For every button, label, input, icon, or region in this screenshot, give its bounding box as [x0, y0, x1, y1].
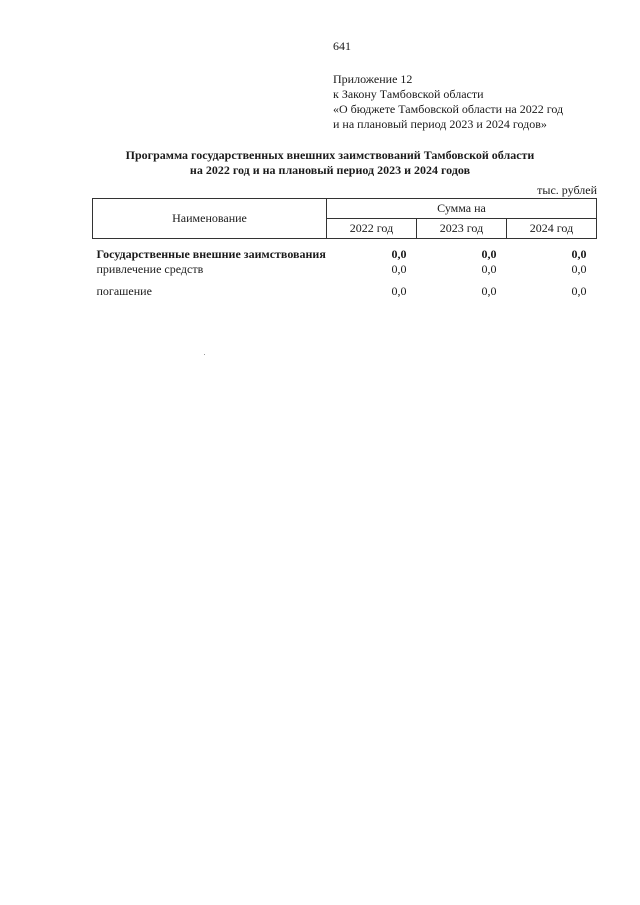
row-value: 0,0 — [481, 284, 497, 298]
row-name: погашение — [96, 284, 152, 298]
table-row — [93, 284, 597, 306]
table-row — [93, 239, 597, 263]
appendix-line: и на плановый период 2023 и 2024 годов» — [333, 117, 547, 131]
borrowing-table — [92, 198, 597, 306]
row-name: Государственные внешние заимствования — [96, 247, 326, 261]
header-year: 2024 год — [507, 219, 597, 239]
appendix-line: «О бюджете Тамбовской области на 2022 год — [333, 102, 564, 116]
appendix-reference — [333, 72, 563, 132]
header-sum: Сумма на — [327, 199, 597, 219]
header-year: 2022 год — [327, 219, 417, 239]
header-name: Наименование — [93, 199, 327, 239]
units-label: тыс. рублей — [537, 183, 597, 197]
row-value: 0,0 — [391, 284, 407, 298]
page-number: 641 — [333, 39, 351, 53]
row-value: 0,0 — [391, 247, 407, 261]
row-value: 0,0 — [481, 262, 497, 276]
row-value: 0,0 — [391, 262, 407, 276]
appendix-line: к Закону Тамбовской области — [333, 87, 484, 101]
appendix-line: Приложение 12 — [333, 72, 413, 86]
document-title — [90, 148, 570, 178]
header-year: 2023 год — [417, 219, 507, 239]
row-value: 0,0 — [571, 262, 587, 276]
row-name: привлечение средств — [96, 262, 204, 276]
row-value: 0,0 — [571, 284, 587, 298]
row-value: 0,0 — [481, 247, 497, 261]
table-row — [93, 262, 597, 284]
row-value: 0,0 — [571, 247, 587, 261]
title-line: на 2022 год и на плановый период 2023 и 2024 годов — [189, 163, 471, 177]
title-line: Программа государственных внешних заимствований Тамбовской области — [125, 148, 535, 162]
scan-artifact — [204, 354, 205, 355]
